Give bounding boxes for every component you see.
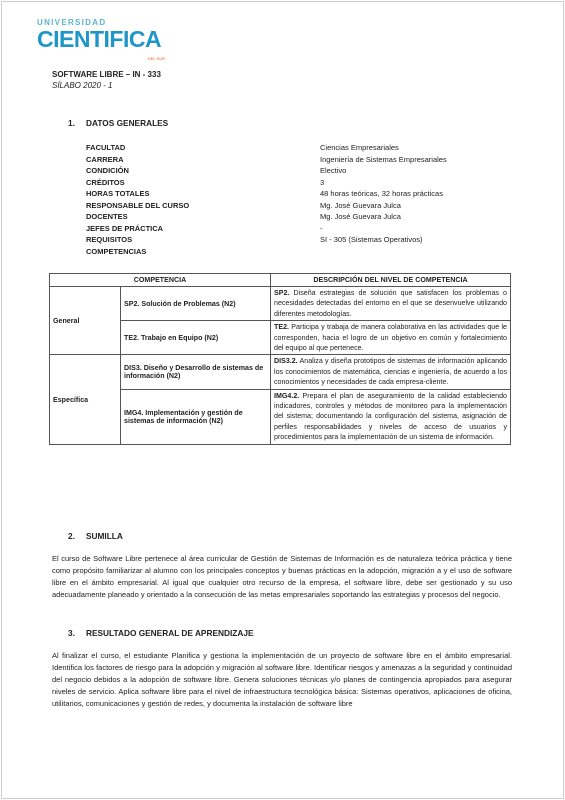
field-value: Ingeniería de Sistemas Empresariales xyxy=(320,154,447,164)
field-label: CARRERA xyxy=(86,154,124,164)
competency-name: IMG4. Implementación y gestión de sistemas de información (N2) xyxy=(121,389,271,444)
description-text: Participa y trabaja de manera colaborativa en las actividades que le corresponden, hacia el logro de un objetivo en común y fortalecimiento del equipo al que pertenece. xyxy=(274,323,507,353)
competency-name: SP2. Solución de Problemas (N2) xyxy=(121,287,271,321)
general-data-row xyxy=(86,154,500,166)
competency-table xyxy=(49,273,511,445)
field-value: 48 horas teóricas, 32 horas prácticas xyxy=(320,189,443,198)
general-data-row xyxy=(86,142,500,154)
section-number: 3. xyxy=(68,628,75,638)
competency-name: DIS3. Diseño y Desarrollo de sistemas de información (N2) xyxy=(121,355,271,389)
field-value: 3 xyxy=(320,177,325,187)
field-label: HORAS TOTALES xyxy=(86,189,150,198)
competency-description xyxy=(271,389,511,444)
column-header-competency: COMPETENCIA xyxy=(50,274,271,287)
field-value: Electivo xyxy=(320,166,347,175)
column-header-description: DESCRIPCIÓN DEL NIVEL DE COMPETENCIA xyxy=(271,274,511,287)
general-data-row xyxy=(86,177,500,189)
group-label-general: General xyxy=(50,287,121,355)
section-title: SUMILLA xyxy=(86,531,123,541)
group-label-specific: Específica xyxy=(50,355,121,444)
field-label: RESPONSABLE DEL CURSO xyxy=(86,200,190,210)
logo-sub-text: DEL SUR xyxy=(147,56,165,61)
field-label: REQUISITOS xyxy=(86,235,133,244)
general-data-row xyxy=(86,246,500,258)
logo-main-text: CIENTIFICA xyxy=(37,26,162,52)
field-label: DOCENTES xyxy=(86,212,128,221)
section-title: DATOS GENERALES xyxy=(86,118,169,128)
section-3-heading xyxy=(68,628,254,638)
learning-outcome-paragraph: Al finalizar el curso, el estudiante Planifica y gestiona la implementación de un proyecto de software libre en el ámbito empresarial. Identifica los factores de riesgo para la adopción y migración al software libre. Identificar riesgos y amenazas a la seguridad y continuidad del negocio debidos a la adopción de software libre. Genera soluciones técnicas y/o planes de contingencia apropiados para asegurar niveles de servicio. Aplica software libre para el nivel de infraestructura tecnológica básica: Sistemas operativos, aplicaciones de oficina, utilitarios, comunicaciones y gestión de redes, y documenta la instalación de software libre xyxy=(52,651,512,709)
description-text: Diseña estrategias de solución que satisfacen los problemas o necesidades detectadas del entorno en el que se desenvuelve utilizando diferentes metodologías. xyxy=(274,289,508,318)
competency-code: IMG4.2. xyxy=(274,391,300,400)
description-text: Analiza y diseña prototipos de sistemas de información aplicando los conocimientos de matemática, ciencias e ingeniería, de acuerdo a los conocimientos y necesidades de cada empresa-cliente. xyxy=(274,357,507,387)
sumilla-paragraph: El curso de Software Libre pertenece al área curricular de Gestión de Sistemas de Información es de naturaleza teórica práctica y tiene como propósito familiarizar al alumno con los principales conceptos y buenas prácticas en la adopción, migración a y el uso de software libre en el ámbito empresarial. Al igual que cualquier otro recurso de la empresa, el software libre, debe ser gestionado y su uso adecuadamente planeado y orientado a la consecución de las metas empresariales soportando las estrategias y procesos del negocio. xyxy=(52,554,512,600)
table-row xyxy=(50,355,511,389)
section-1-heading xyxy=(68,118,168,128)
general-data-row xyxy=(86,234,500,246)
section-number: 2. xyxy=(68,531,75,541)
competency-description xyxy=(271,355,511,389)
field-value: - xyxy=(320,223,323,233)
competency-name: TE2. Trabajo en Equipo (N2) xyxy=(121,321,271,355)
field-value xyxy=(320,246,500,258)
competency-code: TE2. xyxy=(274,323,289,332)
competency-description xyxy=(271,321,511,355)
section-2-heading xyxy=(68,531,123,541)
general-data-row xyxy=(86,211,500,223)
field-label: FACULTAD xyxy=(86,143,126,152)
section-title: RESULTADO GENERAL DE APRENDIZAJE xyxy=(86,628,254,638)
syllabus-term: SÍLABO 2020 - 1 xyxy=(52,81,113,90)
section-number: 1. xyxy=(68,118,75,128)
university-logo xyxy=(37,18,177,60)
competency-code: DIS3.2. xyxy=(274,357,298,366)
field-value: Mg. José Guevara Julca xyxy=(320,200,401,210)
logo-top-text: UNIVERSIDAD xyxy=(37,18,107,27)
field-value: Mg. José Guevara Julca xyxy=(320,212,401,221)
course-code: SOFTWARE LIBRE – IN - 333 xyxy=(52,70,161,79)
general-data-list xyxy=(86,142,500,257)
document-header xyxy=(52,70,161,90)
field-label: COMPETENCIAS xyxy=(86,246,147,256)
general-data-row xyxy=(86,200,500,212)
field-value: Ciencias Empresariales xyxy=(320,143,399,152)
competency-code: SP2. xyxy=(274,289,290,297)
description-text: Prepara el plan de aseguramiento de la calidad estableciendo indicadores, controles y métodos de monitoreo para la implementación del sistema; documentando la configuración del sistema, asignación de perfiles responsabilidades y niveles de acceso de usuarios y procedimientos para la implementación de un sistema de información. xyxy=(274,391,507,442)
competency-description xyxy=(271,287,511,321)
field-value: SI - 305 (Sistemas Operativos) xyxy=(320,235,423,244)
general-data-row xyxy=(86,223,500,235)
table-row xyxy=(50,287,511,321)
table-header-row xyxy=(50,274,511,287)
field-label: CRÉDITOS xyxy=(86,177,125,187)
field-label: JEFES DE PRÁCTICA xyxy=(86,223,164,233)
general-data-row xyxy=(86,165,500,177)
general-data-row xyxy=(86,188,500,200)
field-label: CONDICIÓN xyxy=(86,166,129,175)
